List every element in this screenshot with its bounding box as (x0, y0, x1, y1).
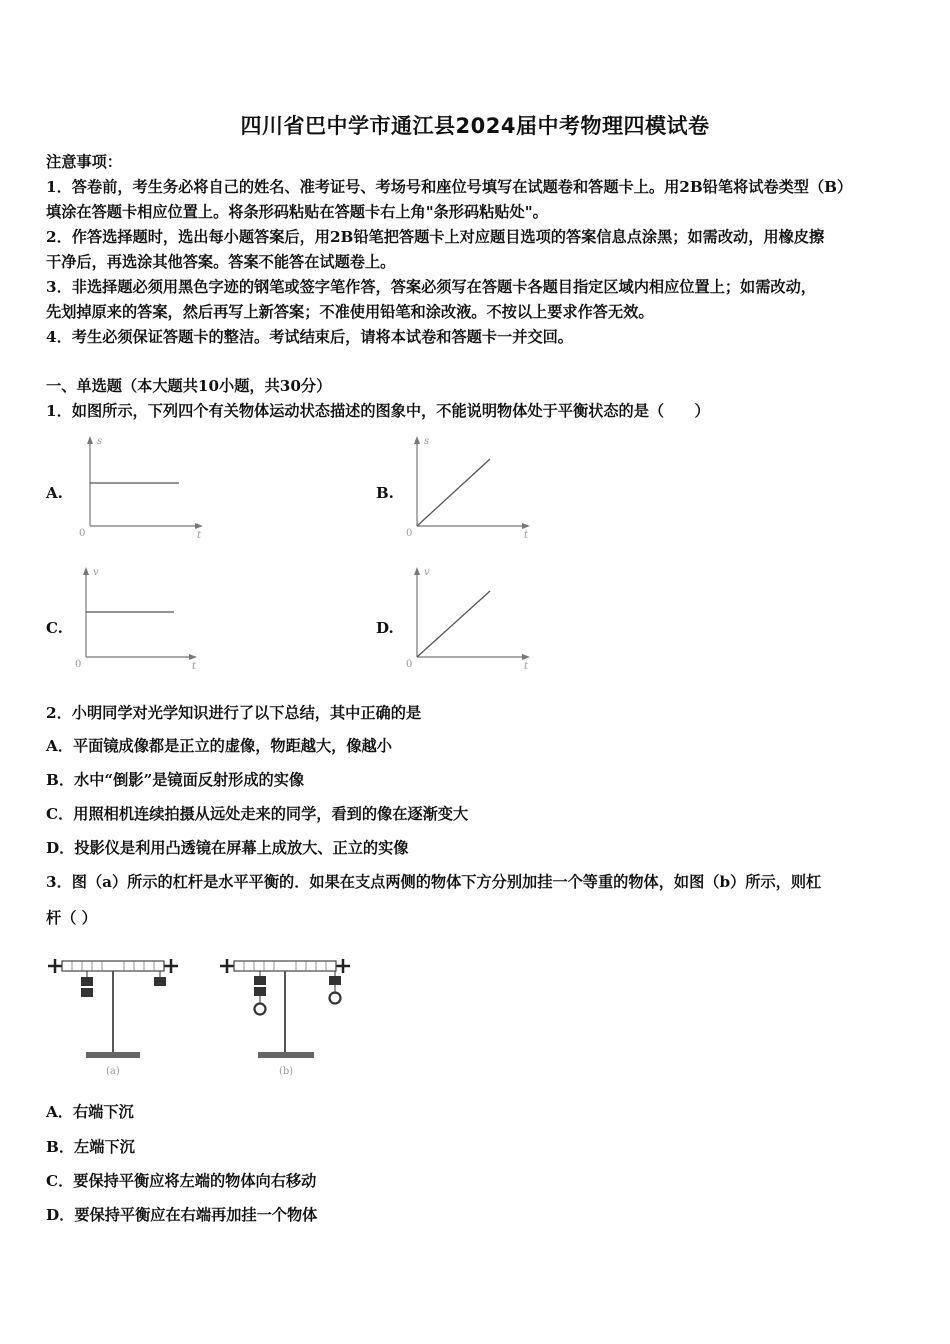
x-axis-arrow-icon (195, 523, 203, 529)
lever-figure-b (216, 950, 356, 1080)
origin-label: 0 (79, 528, 86, 539)
q1-option-d-label: D. (376, 619, 394, 637)
y-axis-label: v (93, 567, 99, 578)
q1-option-c-label: C. (46, 619, 63, 637)
notice-line: 干净后，再选涂其他答案。答案不能答在试题卷上。 (46, 253, 396, 271)
x-axis-label: t (524, 530, 529, 541)
figure-caption: (b) (279, 1066, 294, 1077)
question-3-stem: 3．图（a）所示的杠杆是水平平衡的．如果在支点两侧的物体下方分别加挂一个等重的物体，如图（b）所示，则杠 (46, 873, 822, 891)
weight-block (254, 987, 266, 996)
lever-figure-a (44, 950, 184, 1080)
graph-line-rising (417, 591, 490, 657)
notice-line: 填涂在答题卡相应位置上。将条形码粘贴在答题卡右上角"条形码粘贴处"。 (46, 203, 548, 221)
lever-bar (62, 961, 164, 971)
q2-option-d: D．投影仪是利用凸透镜在屏幕上成放大、正立的实像 (46, 839, 409, 857)
q1-graph-a (75, 432, 215, 542)
q3-option-a: A．右端下沉 (46, 1103, 134, 1121)
x-axis-arrow-icon (522, 523, 530, 529)
y-axis-arrow-icon (87, 436, 93, 444)
x-axis-arrow-icon (189, 654, 197, 660)
y-axis-arrow-icon (83, 567, 89, 575)
weight-block (81, 977, 93, 986)
page-title: 四川省巴中学市通江县2024届中考物理四模试卷 (240, 114, 710, 138)
added-weight-ring (330, 993, 341, 1004)
q3-option-d: D．要保持平衡应在右端再加挂一个物体 (46, 1206, 318, 1224)
lever-base (258, 1052, 314, 1058)
q2-option-a: A．平面镜成像都是正立的虚像，物距越大，像越小 (46, 737, 392, 755)
q1-graph-c (71, 563, 211, 673)
y-axis-label: s (97, 436, 103, 447)
weight-block (254, 976, 266, 985)
q3-option-c: C．要保持平衡应将左端的物体向右移动 (46, 1172, 317, 1190)
x-axis-label: t (524, 661, 529, 672)
y-axis-label: s (424, 436, 430, 447)
origin-label: 0 (406, 659, 413, 670)
q1-option-a-label: A. (46, 484, 63, 502)
notice-line: 2．作答选择题时，选出每小题答案后，用2B铅笔把答题卡上对应题目选项的答案信息点涂黑；如需改动，用橡皮擦 (46, 228, 825, 246)
notice-line: 4．考生必须保证答题卡的整洁。考试结束后，请将本试卷和答题卡一并交回。 (46, 328, 573, 346)
x-axis-label: t (192, 661, 197, 672)
origin-label: 0 (406, 528, 413, 539)
lever-bar (234, 961, 336, 971)
q2-option-c: C．用照相机连续拍摄从远处走来的同学，看到的像在逐渐变大 (46, 805, 469, 823)
y-axis-arrow-icon (414, 436, 420, 444)
notice-line: 先划掉原来的答案，然后再写上新答案；不准使用铅笔和涂改液。不按以上要求作答无效。 (46, 303, 654, 321)
origin-label: 0 (75, 659, 82, 670)
weight-block (81, 988, 93, 997)
q1-graph-d (402, 563, 542, 673)
notice-line: 1．答卷前，考生务必将自己的姓名、准考证号、考场号和座位号填写在试题卷和答题卡上。用2B铅笔将试卷类型（B） (46, 178, 853, 196)
lever-base (86, 1052, 140, 1058)
question-2-stem: 2．小明同学对光学知识进行了以下总结，其中正确的是 (46, 704, 422, 722)
q1-option-b-label: B. (376, 484, 394, 502)
notice-line: 3．非选择题必须用黑色字迹的钢笔或签字笔作答，答案必须写在答题卡各题目指定区域内相应位置上；如需改动， (46, 278, 816, 296)
weight-block (154, 977, 166, 986)
figure-caption: (a) (106, 1066, 120, 1077)
added-weight-ring (255, 1004, 266, 1015)
q2-option-b: B．水中“倒影”是镜面反射形成的实像 (46, 771, 305, 789)
y-axis-arrow-icon (414, 567, 420, 575)
question-1-stem: 1．如图所示，下列四个有关物体运动状态描述的图象中，不能说明物体处于平衡状态的是（ ） (46, 402, 710, 420)
notice-heading: 注意事项： (46, 153, 122, 171)
q3-option-b: B．左端下沉 (46, 1138, 135, 1156)
section-heading: 一、单选题（本大题共10小题，共30分） (46, 377, 332, 395)
x-axis-label: t (197, 530, 202, 541)
y-axis-label: v (424, 567, 430, 578)
weight-block (329, 976, 341, 985)
x-axis-arrow-icon (522, 654, 530, 660)
question-3-stem-cont: 杆（ ） (46, 909, 97, 927)
q1-graph-b (402, 432, 542, 542)
graph-line-rising (417, 459, 490, 526)
